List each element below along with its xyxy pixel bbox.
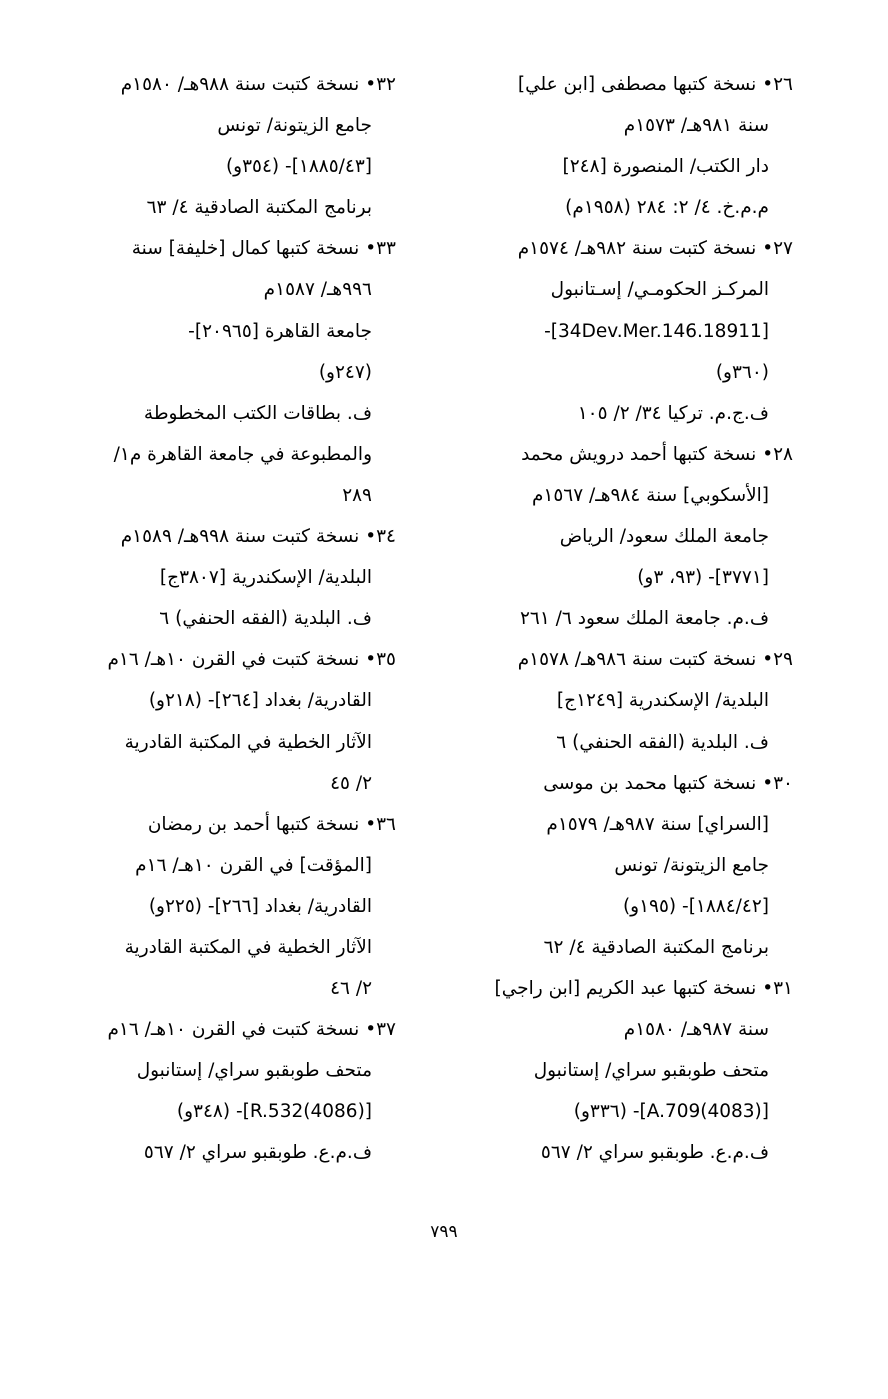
entry-detail-line: جامع الزيتونة/ تونس — [614, 854, 769, 876]
entry-detail-line: والمطبوعة في جامعة القاهرة م١/ — [113, 443, 372, 465]
entry-detail-line: ف.م.ع. طوبقبو سراي ٢/ ٥٦٧ — [540, 1142, 769, 1164]
entry-detail-line: برنامج المكتبة الصادقية ٤/ ٦٣ — [146, 197, 372, 219]
entry-detail-line: برنامج المكتبة الصادقية ٤/ ٦٢ — [543, 936, 769, 958]
entry-detail-line: ٢٨٩ — [342, 484, 372, 506]
entry-detail-line: (٣٦٠و) — [715, 361, 769, 383]
entry-heading-line: ٣٦• نسخة كتبها أحمد بن رمضان — [147, 813, 396, 835]
entry-detail-line: [المؤقت] في القرن ١٠هـ/ ١٦م — [135, 854, 372, 876]
entry-detail-line: جامعة الملك سعود/ الرياض — [559, 526, 769, 548]
entry-detail-line: البلدية/ الإسكندرية [١٢٤٩ج] — [556, 690, 769, 712]
left-column — [69, 64, 396, 1174]
entry-detail-line: البلدية/ الإسكندرية [٣٨٠٧ج] — [159, 567, 372, 589]
page-number: ٧٩٩ — [430, 1222, 458, 1242]
entry-detail-line: [السراي] سنة ٩٨٧هـ/ ١٥٧٩م — [546, 813, 769, 835]
entry-detail-line: ف. بطاقات الكتب المخطوطة — [143, 402, 372, 424]
right-column — [448, 64, 793, 1174]
entry-detail-line: [١٨٨٥/٤٣]- (٣٥٤و) — [225, 156, 372, 178]
entry-detail-line: القادرية/ بغداد [٢٦٦]- (٢٢٥و) — [148, 895, 372, 917]
entry-detail-line: دار الكتب/ المنصورة [٢٤٨] — [562, 156, 769, 178]
entry-detail-line: ف.م. جامعة الملك سعود ٦/ ٢٦١ — [519, 608, 769, 630]
entry-detail-line: الآثار الخطية في المكتبة القادرية — [124, 731, 372, 753]
entry-detail-line: ف. البلدية (الفقه الحنفي) ٦ — [556, 731, 769, 753]
entry-heading-line: ٣٧• نسخة كتبت في القرن ١٠هـ/ ١٦م — [107, 1019, 396, 1041]
entry-detail-line: [١٨٨٤/٤٢]- (١٩٥و) — [622, 895, 769, 917]
entry-detail-line: متحف طوبقبو سراي/ إستانبول — [533, 1060, 769, 1082]
entry-detail-line: [34Dev.Mer.146.18911]- — [544, 320, 769, 342]
entry-heading-line: ٢٧• نسخة كتبت سنة ٩٨٢هـ/ ١٥٧٤م — [517, 238, 793, 260]
entry-detail-line: ف.م.ع. طوبقبو سراي ٢/ ٥٦٧ — [143, 1142, 372, 1164]
entry-heading-line: ٢٨• نسخة كتبها أحمد درويش محمد — [521, 443, 793, 465]
entry-detail-line: [الأسكوبي] سنة ٩٨٤هـ/ ١٥٦٧م — [531, 484, 769, 506]
entry-heading-line: ٣٤• نسخة كتبت سنة ٩٩٨هـ/ ١٥٨٩م — [120, 526, 396, 548]
entry-detail-line: ف.ج.م. تركيا ٣٤/ ٢/ ١٠٥ — [577, 402, 769, 424]
entry-detail-line: المركـز الحكومـي/ إسـتانبول — [550, 279, 769, 301]
entry-detail-line: جامعة القاهرة [٢٠٩٦٥]- — [188, 320, 372, 342]
entry-heading-line: ٢٩• نسخة كتبت سنة ٩٨٦هـ/ ١٥٧٨م — [517, 649, 793, 671]
entry-detail-line: ٩٩٦هـ/ ١٥٨٧م — [263, 279, 372, 301]
entry-heading-line: ٣٢• نسخة كتبت سنة ٩٨٨هـ/ ١٥٨٠م — [120, 74, 396, 95]
entry-detail-line: [A.709(4083)]- (٣٣٦و) — [573, 1101, 769, 1123]
entry-heading-line: ٣١• نسخة كتبها عبد الكريم [ابن راجي] — [494, 978, 793, 1000]
entry-detail-line: القادرية/ بغداد [٢٦٤]- (٢١٨و) — [148, 690, 372, 712]
entry-heading-line: ٣٣• نسخة كتبها كمال [خليفة] سنة — [131, 238, 396, 260]
entry-detail-line: سنة ٩٨١هـ/ ١٥٧٣م — [623, 115, 769, 137]
entry-heading-line: ٣٥• نسخة كتبت في القرن ١٠هـ/ ١٦م — [107, 649, 396, 671]
entry-detail-line: م.م.خ. ٤/ ٢: ٢٨٤ (١٩٥٨م) — [565, 197, 769, 219]
entry-detail-line: ف. البلدية (الفقه الحنفي) ٦ — [159, 608, 372, 630]
entry-detail-line: ٢/ ٤٦ — [330, 978, 372, 1000]
entry-detail-line: الآثار الخطية في المكتبة القادرية — [124, 936, 372, 958]
entry-detail-line: سنة ٩٨٧هـ/ ١٥٨٠م — [623, 1019, 769, 1041]
entry-detail-line: جامع الزيتونة/ تونس — [217, 115, 372, 137]
entry-detail-line: متحف طوبقبو سراي/ إستانبول — [136, 1060, 372, 1082]
entry-detail-line: [(4086)R.532]- (٣٤٨و) — [176, 1101, 372, 1123]
entry-heading-line: ٣٠• نسخة كتبها محمد بن موسى — [543, 772, 793, 794]
entry-detail-line: (٢٤٧و) — [318, 361, 372, 383]
entry-detail-line: ٢/ ٤٥ — [330, 772, 372, 794]
entry-heading-line: ٢٦• نسخة كتبها مصطفى [ابن علي] — [517, 74, 793, 95]
entry-detail-line: [٣٧٧١]- (٩٣، ٣و) — [637, 567, 769, 589]
